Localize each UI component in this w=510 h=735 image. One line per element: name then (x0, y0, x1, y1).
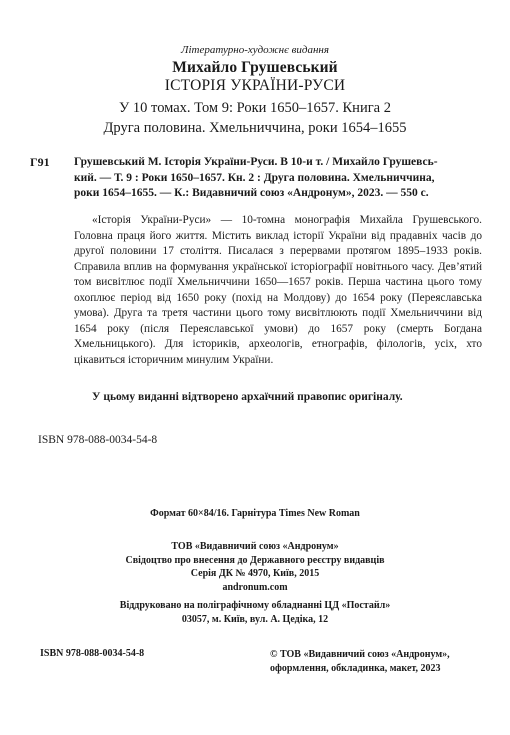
publisher-certificate: Свідоцтво про внесення до Державного реєстру видавців (125, 554, 385, 566)
catalog-line: кий. — Т. 9 : Роки 1650–1657. Кн. 2 : Друга половина. Хмельниччина, (74, 171, 435, 184)
copyright-notice (270, 648, 450, 675)
publisher-website: andronum.com (222, 581, 288, 593)
author-name: Михайло Грушевський (172, 59, 338, 76)
edition-type-label: Літературно-художнє видання (181, 44, 329, 56)
publisher-info (0, 540, 510, 594)
catalog-line: роки 1654–1655. — К.: Видавничий союз «Андронум», 2023. — 550 с. (74, 187, 429, 199)
udc-code: Г91 (30, 155, 50, 169)
isbn-number: ISBN 978-088-0034-54-8 (38, 434, 158, 446)
printer-address: 03057, м. Київ, вул. А. Цедіка, 12 (181, 613, 329, 625)
archaic-spelling-note: У цьому виданні відтворено архаїчний правопис оригіналу. (92, 391, 403, 403)
catalog-line: Грушевський М. Історія України-Руси. В 10-и т. / Михайло Грушевсь- (74, 156, 438, 168)
copyright-line: © ТОВ «Видавничий союз «Андронум», (270, 649, 450, 660)
printer-line: Віддруковано на поліграфічному обладнанні ЦД «Постайл» (119, 600, 391, 611)
volume-info: У 10 томах. Том 9: Роки 1650–1657. Книга 2 (119, 100, 391, 116)
copyright-line: оформлення, обкладинка, макет, 2023 (270, 662, 441, 674)
isbn-footer: ISBN 978-088-0034-54-8 (40, 648, 145, 659)
annotation-paragraph: «Історія України-Руси» — 10-томна монографія Михайла Грушевського. Головна праця його життя. Містить виклад історії України від прадавніх часів до другої половини 17 століття. Писалася з перервами протягом 1895–1933 років. Справила вплив на формування української історіографії новітнього часу. Дев’ятий том висвітлює події Хмельниччини 1650—1657 років. Перша частина цього тому охоплює період від 1650 року (похід на Молдову) до 1654 року (Переяславська умова). Друга та третя частини цього тому висвітлюють події Хмельниччини від 1654 року (після Переяславської умови) до 1657 року (смерть Богдана Хмельницького). Для істориків, археологів, етнографів, філологів, усіх, хто цікавиться історичним минулим України. (74, 214, 482, 366)
book-subtitle: Друга половина. Хмельниччина, роки 1654–1655 (103, 120, 407, 136)
certificate-series: Серія ДК № 4970, Київ, 2015 (190, 568, 320, 579)
format-info: Формат 60×84/16. Гарнітура Times New Roman (150, 508, 360, 519)
printing-info (0, 599, 510, 626)
catalog-record (74, 155, 482, 202)
book-title: ІСТОРІЯ УКРАЇНИ-РУСИ (164, 77, 346, 94)
publisher-name: ТОВ «Видавничий союз «Андронум» (171, 541, 339, 552)
annotation (74, 213, 482, 368)
